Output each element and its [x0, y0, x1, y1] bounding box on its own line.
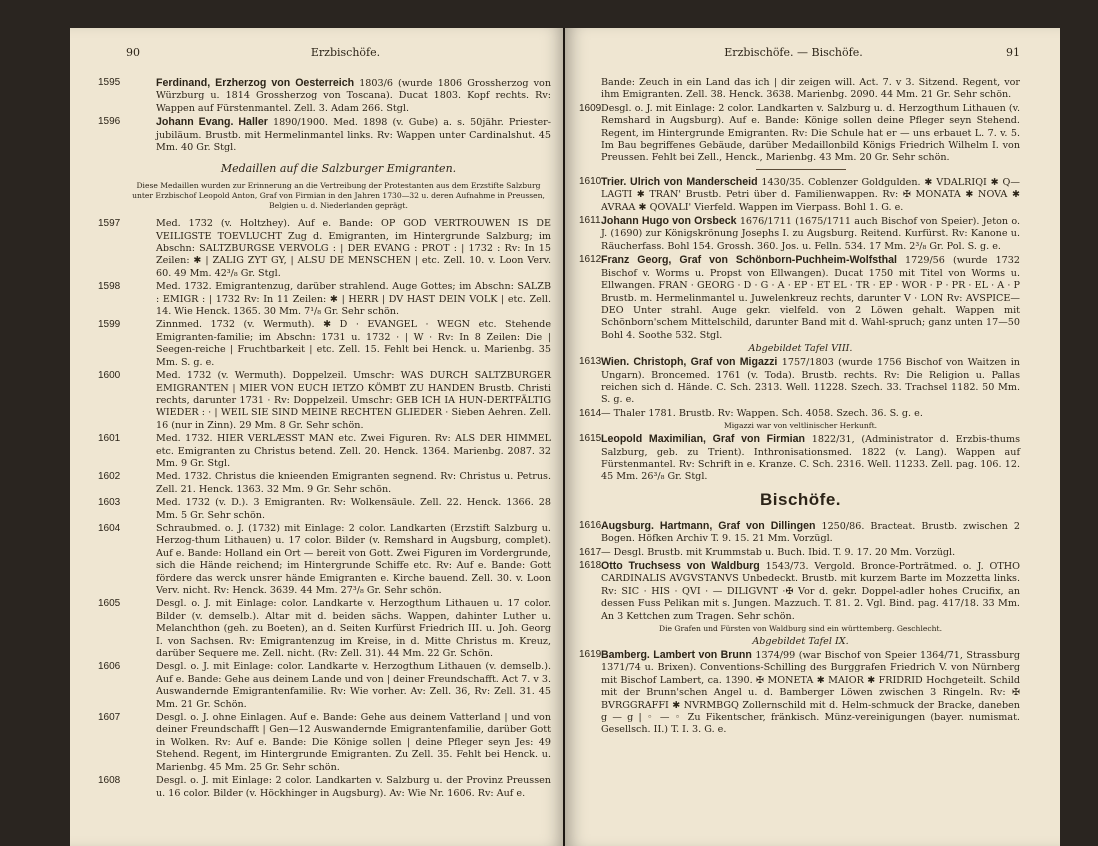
right-running-head [581, 46, 1020, 59]
entry-text: Med. 1732. Emigrantenzug, darüber strahlend. Auge Gottes; im Abschn: SALZB : EMIGR : | 1732 Rv: In 11 Zeilen: ✱ | HERR | DV HAST DEIN VOLK | etc. Zell. 14. Wie Henck. 1365. 30 Mm. 7¹/₈ Gr. Sehr schön. [156, 281, 551, 318]
entry-number: 1609 [579, 102, 602, 114]
catalog-entry [98, 319, 551, 369]
entry-name: Otto Truchsess von Waldburg [601, 560, 760, 572]
abgebildet-tafel-ix: Abgebildet Tafel IX. [752, 636, 849, 648]
left-entries-bottom [98, 218, 551, 800]
catalog-entry [581, 408, 1020, 420]
catalog-entry [581, 356, 1020, 407]
catalog-entry [581, 520, 1020, 546]
entry-number: 1602 [98, 471, 121, 483]
right-entries-e [581, 520, 1020, 623]
catalog-entry [98, 281, 551, 318]
entry-text: — Desgl. Brustb. mit Krummstab u. Buch. Ibid. T. 9. 17. 20 Mm. Vorzügl. [601, 546, 956, 558]
catalog-entry [581, 103, 1020, 165]
catalog-entry [581, 649, 1020, 737]
catalog-entry [98, 218, 551, 280]
catalog-entry [581, 433, 1020, 484]
entry-number: 1601 [98, 433, 121, 445]
entry-text: Med. 1732. Christus die knieenden Emigranten segnend. Rv: Christus u. Petrus. Zell. 21. Henck. 1363. 32 Mm. 9 Gr. Sehr schön. [156, 471, 551, 495]
page-number-left: 90 [126, 46, 140, 59]
entry-name: Bamberg. Lambert von Brunn [601, 649, 752, 662]
entry-name: Franz Georg, Graf von Schönborn-Puchheim-Wolfsthal [601, 254, 897, 267]
entry-number: 1616 [579, 519, 602, 531]
entry-text: Med. 1732. HIER VERLÆSST MAN etc. Zwei Figuren. Rv: ALS DER HIMMEL etc. Emigranten zu Christus betend. Zell. 20. Henck. 1364. Marienbg. 2087. 32 Mm. 9 Gr. Stgl. [156, 433, 551, 469]
entry-text: Med. 1732 (v. D.). 3 Emigranten. Rv: Wolkensäule. Zell. 22. Henck. 1366. 28 Mm. 5 Gr. Sehr schön. [156, 497, 551, 521]
catalog-entry [98, 661, 551, 711]
entry-number: 1613 [579, 356, 602, 368]
entry-text: Schraubmed. o. J. (1732) mit Einlage: 2 color. Landkarten (Erzstift Salzburg u. Herzog-thum Lithauen) u. 17 color. Bilder (v. Remshard in Augsburg, complet). Auf e. Bande: Holland ein Ort — bereit von Gott. Zwei Figuren im Vordergrunde, sich die Hände reichend; im Hintergrunde Schiffe etc. Rv: Auf e. Bande: Gott fördere das werck unsrer hände Emigranten e. Kirche bauend. Zell. 30. v. Loon Verv. nicht. Rv: Henck. 3639. 44 Mm. 27³/₈ Gr. Sehr schön. [156, 522, 551, 596]
book-spread [70, 28, 1060, 846]
entry-number: 1610 [579, 175, 602, 187]
catalog-entry [98, 598, 551, 660]
right-entries-a [581, 103, 1020, 165]
entry-number: 1605 [98, 598, 121, 610]
note-waldburg: Die Grafen und Fürsten von Waldburg sind ein württemberg. Geschlecht. [659, 624, 942, 634]
entry-text: 1250/86. Bracteat. Brustb. zwischen 2 Bogen. Höfken Archiv T. 9. 15. 21 Mm. Vorzügl. [601, 520, 1020, 545]
entry-text: 1543/73. Vergold. Bronce-Porträtmed. o. J. OTHO CARDINALIS AVGVSTANVS Unbedeckt. Brustb. mit kurzem Barte im Mozzetta links. Rv: SIC · HIS · QVI · — DILIGVNT ·✠ Vor d. gekr. Doppel-adler hohes Crucifix, an dessen Fuss Pelikan mit s. Jungen. Mazzuch. T. 81. 2. Vgl. Bind. pag. 417/18. 33 Mm. An 3 Kettchen zum Tragen. Sehr schön. [601, 561, 1020, 622]
entry-number: 1596 [98, 116, 121, 128]
entry-text: Desgl. o. J. mit Einlage: 2 color. Landkarten v. Salzburg u. der Provinz Preussen u. 16 color. Bilder (v. Höckhinger in Augsburg). Av: Wie Nr. 1606. Rv: Auf e. [156, 775, 551, 799]
entry-text: 1430/35. Coblenzer Goldgulden. ✱ VDALRIQI ✱ Q—LAGTI ✱ TRAN' Brustb. Petri über d. Familienwappen. Rv: ✠ MONATA ✱ NOVA ✱ AVRAA ✱ QOVALI' Vierfeld. Wappen im Vierpass. Bohl 1. G. e. [601, 176, 1021, 213]
entry-number: 1606 [98, 661, 121, 673]
entry-name: Trier. Ulrich von Manderscheid [601, 175, 758, 188]
entry-continued: Bande: Zeuch in ein Land das ich | dir zeigen will. Act. 7. v 3. Sitzend. Regent, vor ihm Emigranten. Zell. 38. Henck. 3638. Marienbg. 2090. 44 Mm. 21 Gr. Sehr schön. [601, 77, 1020, 101]
section-title-medaillen: Medaillen auf die Salzburger Emigranten. [220, 162, 457, 176]
right-page [565, 28, 1060, 846]
entry-number: 1595 [98, 77, 121, 88]
entry-number: 1604 [98, 522, 121, 534]
entry-text: Desgl. o. J. ohne Einlagen. Auf e. Bande: Gehe aus deinem Vatterland | und von deiner Freundschafft | Gen—12 Auswandernde Emigrantenfamilie, darüber Gott in Wolken. Rv: Auf e. Bande: Die Könige sollen | deine Pfleger seyn Jes: 49 Stehend. Regent, im Hintergrunde Emigranten. Zu Zell. 35. Fehlt bei Henck. u. Marienbg. 45 Mm. 25 Gr. Sehr schön. [156, 712, 551, 773]
entry-number: 1614 [579, 407, 602, 419]
entry-text: 1374/99 (war Bischof von Speier 1364/71, Strassburg 1371/74 u. Brixen). Conventions-Schilling des Burggrafen Friedrich V. von Nürnberg mit Bischof Lambert, ca. 1390. ✠ MONETA ✱ MAIOR ✱ FRIDRID Hochgeteilt. Schild mit der Brunn'schen Angel u. d. Bamberger Löwen zwischen 3 Ringeln. Rv: ✠ BVRGGRAFFI ✱ NVRMBGQ Zollernschild mit d. Helm-schmuck der Bracke, daneben g — g | ◦ — ◦ Zu Fikentscher, fränkisch. Münz-vereinigungen (bayer. numismat. Gesellsch. II.) T. I. 3. G. e. [601, 650, 1021, 736]
entry-name: Ferdinand, Erzherzog von Oesterreich [156, 77, 355, 89]
catalog-entry [98, 497, 551, 522]
catalog-entry [581, 254, 1020, 342]
catalog-entry [98, 116, 552, 154]
left-running-head [126, 46, 551, 59]
entry-number: 1608 [98, 775, 121, 787]
left-entries-top [98, 77, 552, 154]
entry-text: Desgl. o. J. mit Einlage: 2 color. Landkarten v. Salzburg u. d. Herzogthum Lithauen (v. Remshard in Augsburg). Auf e. Bande: Könige sollen deine Pfleger seyn Stehend. Regent, im Hintergrunde Emigranten. Rv: Die Schule hat er — uns erbauet L. 7. v. 5. Im Bau begriffenes Gebäude, darüber Medaillonbild Königs Friedrich Wilhelm I. von Preussen. Fehlt bei Zell., Henck., Marienbg. 43 Mm. 20 Gr. Sehr schön. [601, 102, 1020, 164]
entry-text: 1757/1803 (wurde 1756 Bischof von Waitzen in Ungarn). Broncemed. 1761 (v. Toda). Brustb. rechts. Rv: Die Religion u. Pallas reichen sich d. Hände. C. Sch. 2313. Well. 11228. Szech. 33. Trachsel 1182. 50 Mm. S. g. e. [601, 357, 1020, 406]
entry-text: 1676/1711 (1675/1711 auch Bischof von Speier). Jeton o. J. (1690) zur Königskrönung Josephs I. zu Augsburg. Reitend. Kurfürst. Rv: Kanone u. Räucherfass. Bohl 154. Grossh. 360. Jos. u. Felln. 534. 17 Mm. 2³/₈ Gr. Pol. S. g. e. [601, 216, 1020, 252]
entry-name: Augsburg. Hartmann, Graf von Dillingen [601, 519, 816, 532]
entry-number: 1618 [579, 560, 602, 571]
section-title-bischoefe: Bischöfe. [759, 489, 842, 509]
entry-name: Johann Evang. Haller [156, 116, 268, 129]
entry-number: 1617 [579, 546, 602, 558]
right-entries-d [581, 433, 1020, 484]
entry-number: 1619 [579, 649, 602, 661]
entry-name: Johann Hugo von Orsbeck [601, 215, 737, 228]
entry-number: 1598 [98, 281, 121, 293]
catalog-entry [98, 370, 551, 432]
page-number-right: 91 [1005, 46, 1020, 59]
catalog-entry [98, 712, 551, 774]
entry-text: — Thaler 1781. Brustb. Rv: Wappen. Sch. 4058. Szech. 36. S. g. e. [601, 407, 923, 419]
right-entries-b [581, 176, 1020, 342]
entry-number: 1599 [98, 319, 121, 331]
section-note: Diese Medaillen wurden zur Erinnerung an die Vertreibung der Protestanten aus dem Erzstifte Salzburg unter Erzbischof Leopold Anton, Graf von Firmian in den Jahren 1730—32 u. deren Aufnahme in Preussen, Belgien u. d. Niederlanden geprägt. [132, 181, 545, 210]
entry-number: 1600 [98, 370, 121, 382]
entry-text: 1822/31, (Administrator d. Erzbis-thums Salzburg, geb. zu Trient). Inthronisationsmed. 1822 (v. Lang). Wappen auf Fürstenmantel. Rv: Schrift in e. Kranze. C. Sch. 2316. Well. 11233. Zell. pag. 106. 12. 45 Mm. 26³/₈ Gr. Stgl. [601, 434, 1020, 483]
entry-number: 1603 [98, 497, 121, 509]
entry-number: 1615 [579, 433, 602, 445]
left-page [70, 28, 565, 846]
catalog-entry [98, 471, 551, 496]
catalog-entry [581, 176, 1020, 214]
note-migazzi: Migazzi war von veltlinischer Herkunft. [723, 421, 878, 431]
right-entries-c [581, 356, 1020, 420]
right-entries-f [581, 649, 1020, 737]
abgebildet-tafel-viii: Abgebildet Tafel VIII. [748, 343, 853, 355]
entry-text: Desgl. o. J. mit Einlage: color. Landkarte v. Herzogthum Lithauen u. 17 color. Bilder (v. demselb.). Altar mit d. beiden sächs. Wappen, dahinter Luther u. Melanchthon (geh. zu Boeten), an d. Seiten Kurfürst Friedrich III. u. Joh. Georg I. von Sachsen. Rv: Emigrantenzug im Kreise, in d. Mitte Christus m. Kreuz, darüber Sequere me. Zell. nicht. (Rv: Zell. 31). 44 Mm. 22 Gr. Schön. [156, 598, 551, 660]
entry-number: 1612 [579, 254, 602, 266]
entry-name: Wien. Christoph, Graf von Migazzi [601, 356, 778, 369]
catalog-entry [98, 433, 551, 470]
catalog-entry [581, 560, 1020, 623]
entry-text: Med. 1732 (v. Wermuth). Doppelzeil. Umschr: WAS DURCH SALTZBURGER EMIGRANTEN | MIER VON EUCH IETZO KÖMBT ZU HANDEN Brustb. Christi rechts, darunter 1731 · Rv: Doppelzeil. Umschr: GEB ICH IA HUN-DERTFÄLTIG WIEDER : · | WEIL SIE SIND MEINE RECHTEN GLIEDER · Sieben Aehren. Zell. 16 (nur in Zinn). 29 Mm. 8 Gr. Sehr schön. [156, 370, 551, 431]
entry-number: 1607 [98, 712, 121, 724]
catalog-entry [581, 547, 1020, 559]
entry-text: 1729/56 (wurde 1732 Bischof v. Worms u. Propst von Ellwangen). Ducat 1750 mit Titel von Worms u. Ellwangen. FRAN · GEORG · D · G · A · EP · ET EL · TR · EP · WOR · P · PR · EL · A · P Brustb. m. Hermelinmantel u. Juwelenkreuz rechts, darunter V · LON Rv: AVSPICE—DEO Unter strahl. Auge gekr. vielfeld. von 2 Löwen gehalt. Wappen mit Schönborn'schem Mittelschild, darunter Band mit d. Wahl-spruch; ganz unten 17—50 Bohl 4. Soothe 532. Stgl. [601, 255, 1020, 341]
catalog-entry [98, 775, 551, 800]
entry-text: 1803/6 (wurde 1806 Grossherzog von Würzburg u. 1814 Grossherzog von Toscana). Ducat 1803. Kopf rechts. Rv: Wappen auf Fürstenmantel. Zell. 3. Adam 266. Stgl. [156, 78, 551, 114]
entry-number: 1597 [98, 218, 121, 230]
entry-name: Leopold Maximilian, Graf von Firmian [601, 433, 805, 446]
divider-rule [756, 169, 846, 170]
catalog-entry [98, 77, 551, 115]
entry-text: 1890/1900. Med. 1898 (v. Gube) a. s. 50jähr. Priester-jubiläum. Brustb. mit Hermelinmantel links. Rv: Wappen unter Cardinalshut. 45 Mm. 40 Gr. Stgl. [156, 117, 552, 154]
entry-text: Desgl. o. J. mit Einlage: color. Landkarte v. Herzogthum Lithauen (v. demselb.). Auf e. Bande: Gehe aus deinem Lande und von | deiner Freundschafft. Act 7. v 3. Auswandernde Emigrantenfamilie. Rv: Wie vorher. Av: Zell. 36, Rv: Zell. 31. 45 Mm. 21 Gr. Schön. [156, 661, 551, 710]
catalog-entry [98, 522, 551, 597]
entry-number: 1611 [579, 215, 601, 227]
entry-text: Zinnmed. 1732 (v. Wermuth). ✱ D · EVANGEL · WEGN etc. Stehende Emigranten-familie; im Abschn: 1731 u. 1732 · | W · Rv: In 8 Zeilen: Die | Seegen-reiche | Fruchtbarkeit | etc. Zell. 15. Fehlt bei Henck. u. Marienbg. 35 Mm. S. g. e. [156, 319, 551, 368]
entry-text: Med. 1732 (v. Holtzhey). Auf e. Bande: OP GOD VERTROUWEN IS DE VEILIGSTE TOEVLUCHT Zug d. Emigranten, im Hintergrunde Salzburg; im Abschn: SALTZBURGSE VERVOLG : | DER EVANG : PROT : | 1732 : Rv: In 15 Zeilen: ✱ | ZALIG ZYT GY, | ALSU DE MENSCHEN | etc. Zell. 10. v. Loon Verv. 60. 49 Mm. 42³/₈ Gr. Stgl. [156, 218, 551, 279]
catalog-entry [581, 215, 1020, 253]
running-head-left: Erzbischöfe. [310, 46, 381, 59]
running-head-right: Erzbischöfe. — Bischöfe. [724, 46, 863, 59]
